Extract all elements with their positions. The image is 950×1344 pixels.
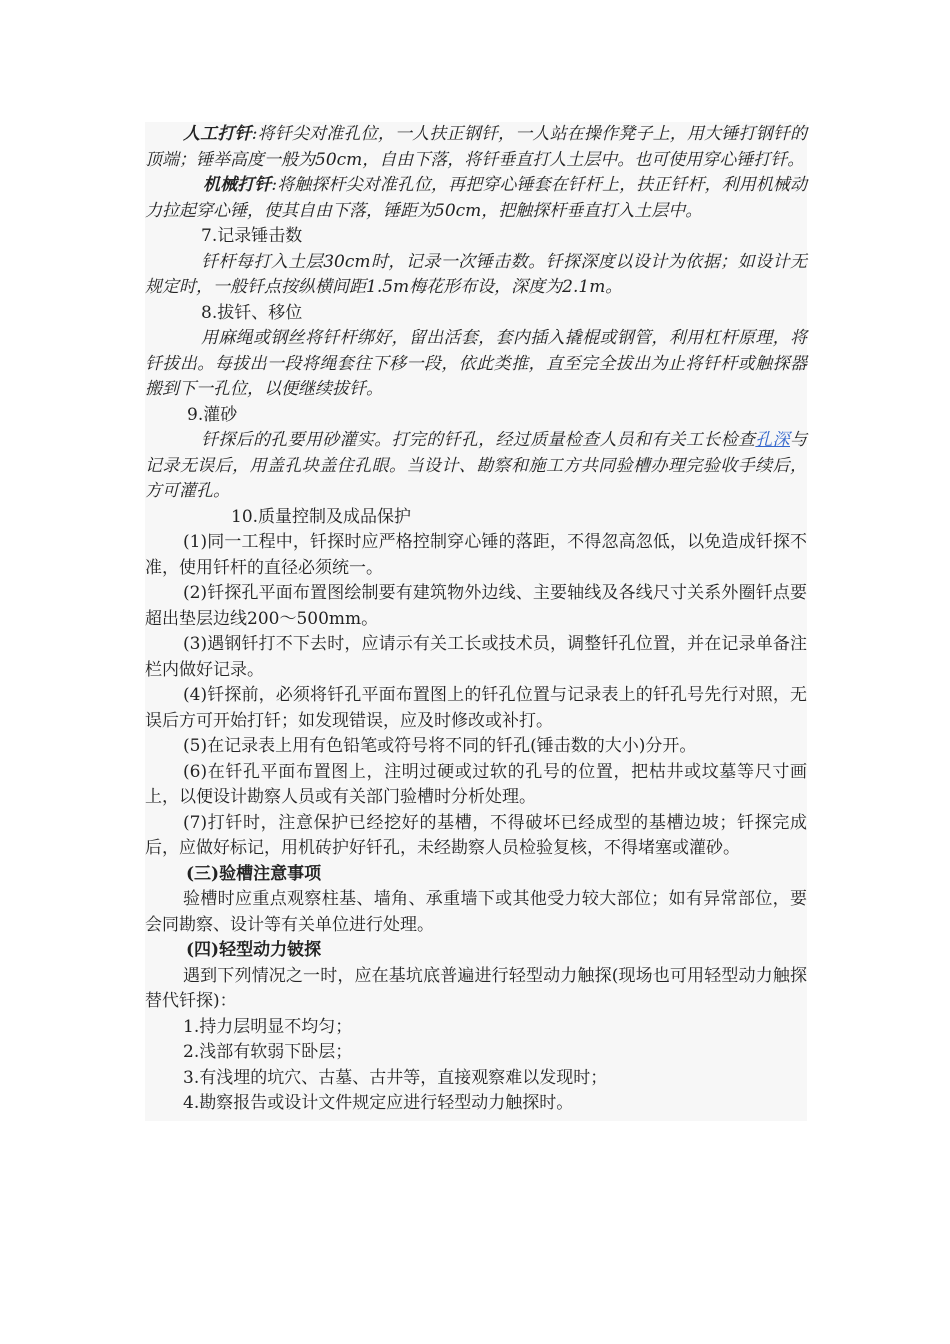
term-separator: : [271,175,278,195]
section-3-title: (三)验槽注意事项 [186,863,322,884]
paragraph-7: 钎杆每打入土层30cm时，记录一次锤击数。钎探深度以设计为依据；如设计无规定时，一般钎点按纵横间距1.5m梅花形布设，深度为2.1m。 [145,251,807,297]
document-page [145,122,807,1121]
paragraph-9-after: 与记录无误后，用盖孔块盖住孔眼。当设计、勘察和施工方共同验槽办理完验收手续后，方可灌孔。 [145,430,808,501]
link-hole-depth[interactable]: 孔深 [755,430,791,450]
qc-item-5: (5)在记录表上用有色铅笔或符号将不同的钎孔(锤击数的大小)分开。 [183,736,697,756]
paragraph-mechanical-drilling [145,173,807,224]
list-item: 4.勘察报告或设计文件规定应进行轻型动力触探时。 [183,1093,574,1113]
paragraph-9 [145,428,807,505]
qc-item-6: (6)在钎孔平面布置图上，注明过硬或过软的孔号的位置，把枯井或坟墓等尺寸画上，以便设计勘察人员或有关部门验槽时分析处理。 [145,761,807,807]
paragraph-9-before: 钎探后的孔要用砂灌实。打完的钎孔，经过质量检查人员和有关工长检查 [201,430,756,450]
qc-item-7: (7)打钎时，注意保护已经挖好的基槽，不得破坏已经成型的基槽边坡；钎探完成后，应做好标记，用机砖护好钎孔，未经勘察人员检验复核，不得堵塞或灌砂。 [145,812,807,858]
mechanical-drilling-text: 将触探杆尖对准孔位，再把穿心锤套在钎杆上，扶正钎杆，利用机械动力拉起穿心锤，使其自由下落，锤距为50cm，把触探杆垂直打入土层中。 [145,175,808,221]
qc-item-4: (4)钎探前，必须将钎孔平面布置图上的钎孔位置与记录表上的钎孔号先行对照，无误后方可开始打钎；如发现错误，应及时修改或补打。 [145,685,807,731]
term-mechanical-drilling: 机械打钎 [203,175,272,195]
section-3-text: 验槽时应重点观察柱基、墙角、承重墙下或其他受力较大部位；如有异常部位，要会同勘察、设计等有关单位进行处理。 [145,889,807,935]
heading-9: 9.灌砂 [187,404,238,425]
qc-item-3: (3)遇钢钎打不下去时，应请示有关工长或技术员，调整钎孔位置，并在记录单备注栏内做好记录。 [145,634,807,680]
list-item: 2.浅部有软弱下卧层； [183,1042,353,1062]
heading-8: 8.拔钎、移位 [201,302,303,323]
paragraph-manual-drilling [145,122,807,173]
section-4-title: (四)轻型动力铍探 [186,940,322,960]
term-separator: : [251,124,258,144]
heading-10: 10.质量控制及成品保护 [231,506,412,527]
qc-item-2: (2)钎探孔平面布置图绘制要有建筑物外边线、主要轴线及各线尺寸关系外圈钎点要超出垫层边线200～500mm。 [145,583,807,629]
qc-item-1: (1)同一工程中，钎探时应严格控制穿心锤的落距，不得忽高忽低，以免造成钎探不准，使用钎杆的直径必须统一。 [145,532,807,578]
list-item: 3.有浅埋的坑穴、古墓、古井等，直接观察难以发现时； [183,1067,608,1088]
manual-drilling-text: 将钎尖对准孔位，一人扶正钢钎，一人站在操作凳子上，用大锤打钢钎的顶端；锤举高度一般为50cm，自由下落，将钎垂直打人土层中。也可使用穿心锤打钎。 [145,124,808,170]
term-manual-drilling: 人工打钎 [183,124,252,144]
section-4-text: 遇到下列情况之一时，应在基坑底普遍进行轻型动力触探(现场也可用轻型动力触探替代钎探)： [145,965,807,1011]
paragraph-8: 用麻绳或钢丝将钎杆绑好，留出活套，套内插入撬棍或钢管，利用杠杆原理，将钎拔出。每拔出一段将绳套往下移一段，依此类推，直至完全拔出为止将钎杆或触探器搬到下一孔位，以便继续拔钎。 [145,328,807,399]
list-item: 1.持力层明显不均匀； [183,1016,353,1037]
heading-7: 7.记录锤击数 [201,226,303,246]
